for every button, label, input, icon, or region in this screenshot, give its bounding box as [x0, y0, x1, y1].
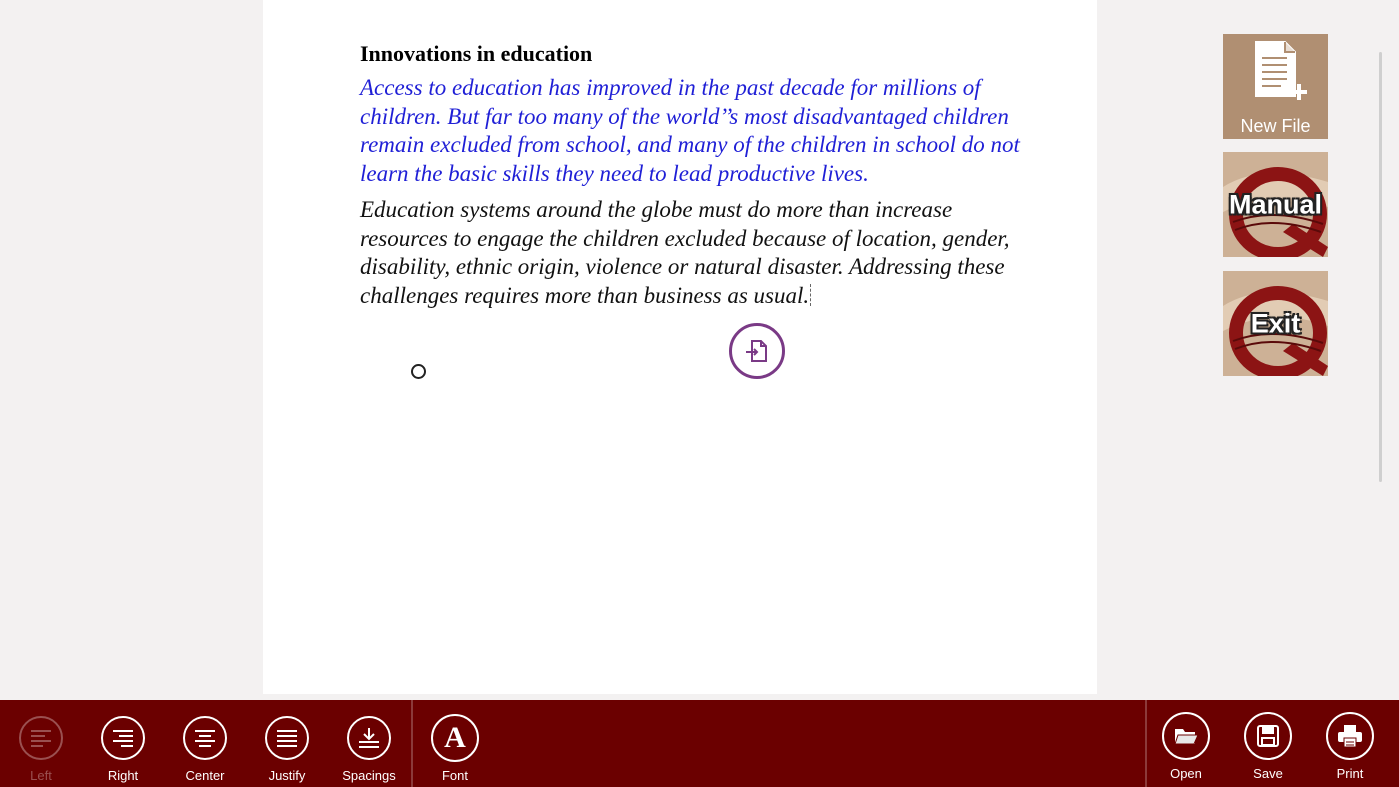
align-right-button[interactable]: [88, 716, 158, 787]
print-button[interactable]: [1315, 712, 1385, 783]
spacings-label: Spacings: [342, 768, 396, 783]
align-center-button[interactable]: [170, 716, 240, 787]
new-file-icon: [1223, 34, 1328, 114]
font-button[interactable]: [420, 716, 490, 787]
manual-button[interactable]: [1223, 152, 1328, 257]
font-label: Font: [441, 768, 468, 783]
bottom-toolbar: [0, 700, 1399, 787]
exit-label: Exit: [1250, 308, 1301, 338]
text-caret: [810, 284, 812, 306]
printer-icon: [1337, 724, 1363, 748]
new-file-label: New File: [1240, 116, 1311, 136]
toolbar-separator: [1145, 700, 1147, 787]
insert-file-icon: [743, 337, 771, 365]
paragraph-black[interactable]: [360, 196, 1020, 310]
align-justify-icon: [275, 728, 299, 748]
document-content[interactable]: [360, 40, 1020, 310]
align-right-icon: [111, 728, 135, 748]
open-button[interactable]: [1151, 712, 1221, 783]
vertical-scrollbar[interactable]: [1379, 52, 1382, 482]
spacings-button[interactable]: [334, 716, 404, 787]
toolbar-separator: [411, 700, 413, 787]
align-center-icon: [193, 728, 217, 748]
align-center-label: Center: [185, 768, 225, 783]
left-gutter: [0, 0, 263, 694]
align-left-label: Left: [30, 768, 52, 783]
exit-button[interactable]: [1223, 271, 1328, 376]
paragraph-blue[interactable]: Access to education has improved in the past decade for millions of children. But far too many of the world’’s most disadvantaged children remain excluded from school, and many of the children in school do not learn the basic skills they need to lead productive lives.: [360, 75, 1020, 186]
new-file-button[interactable]: [1223, 34, 1328, 139]
align-left-button[interactable]: [6, 716, 76, 787]
save-button[interactable]: [1233, 712, 1303, 783]
spacings-icon: [357, 727, 381, 749]
open-label: Open: [1170, 766, 1202, 781]
insert-file-button[interactable]: [729, 323, 785, 379]
print-label: Print: [1336, 766, 1364, 781]
manual-label: Manual: [1228, 189, 1322, 219]
document-title[interactable]: Innovations in education: [360, 41, 593, 66]
align-justify-button[interactable]: [252, 716, 322, 787]
align-right-label: Right: [107, 768, 139, 783]
selection-handle[interactable]: [411, 364, 426, 379]
document-page[interactable]: [263, 0, 1097, 694]
save-label: Save: [1253, 766, 1283, 781]
align-left-icon: [29, 728, 53, 748]
font-icon: A: [444, 721, 466, 754]
folder-icon: [1173, 725, 1199, 747]
paragraph-black-text: Education systems around the globe must do more than increase resources to engage the children excluded because of location, gender, disability, ethnic origin, violence or natural disaster. Addressing these challenges requires more than business as usual.: [360, 197, 1010, 308]
floppy-disk-icon: [1257, 725, 1279, 747]
align-justify-label: Justify: [268, 768, 306, 783]
